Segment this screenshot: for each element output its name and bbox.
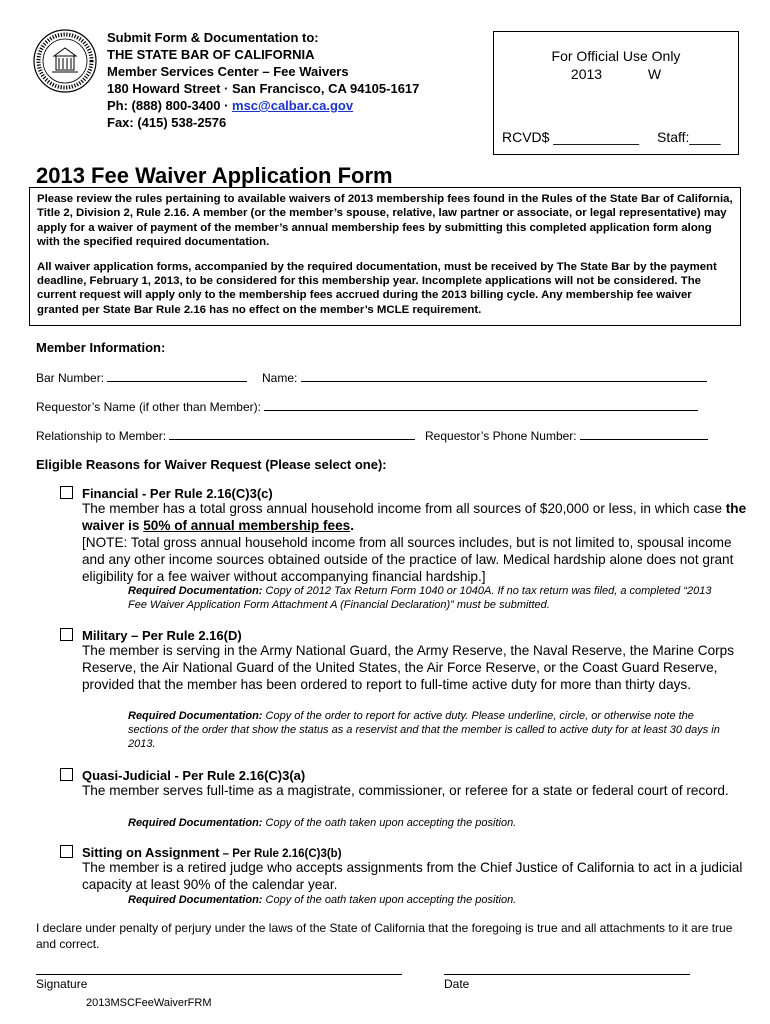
financial-waiver-text: the waiver is [82,501,747,533]
financial-checkbox[interactable] [60,486,73,499]
signature-input[interactable] [36,974,402,975]
financial-title: Financial - Per Rule 2.16(C)3(c) [82,486,273,501]
financial-description [82,501,747,586]
perjury-declaration: I declare under penalty of perjury under the laws of the State of California that the foregoing is true and all attachments to it are true and correct. [36,921,733,951]
staff-field: Staff:____ [657,129,721,145]
sitting-on-assignment-description [82,860,747,894]
financial-note: [NOTE: Total gross annual household income from all sources includes, but is not limited to, spousal income and any other income sources obtained outside of the practice of law. Medical hardship alone does not grant eligibility for a fee waiver without accompanying financial hardship.] [82,534,734,584]
submit-label: Submit Form & Documentation to: [107,30,319,45]
requestor-name-label: Requestor’s Name (if other than Member): [36,400,261,414]
signature-label: Signature [36,977,88,991]
name-label: Name: [262,371,298,385]
required-doc-text: Copy of the oath taken upon accepting the position. [262,817,517,829]
date-label: Date [444,977,470,991]
financial-body-text: The member has a total gross annual household income from all sources of $20,000 or less, in which case [82,501,726,516]
required-doc-label: Required Documentation: [128,817,263,829]
sitting-title-text: Sitting on Assignment [82,845,220,860]
quasi-judicial-required-docs [128,816,728,830]
relationship-input[interactable] [169,428,415,440]
financial-waiver-amount: 50% of annual membership fees [143,517,351,533]
required-doc-label: Required Documentation: [128,894,263,906]
required-doc-label: Required Documentation: [128,585,263,597]
required-doc-text: Copy of 2012 Tax Return Form 1040 or 1040A. If no tax return was filed, a completed “2013 Fee Waiver Application Form Attachment A (Financial Declaration)” must be submitted. [128,585,712,611]
quasi-judicial-checkbox[interactable] [60,768,73,781]
official-code: W [647,66,662,82]
bar-number-input[interactable] [107,370,247,382]
financial-required-docs [128,584,728,612]
required-doc-label: Required Documentation: [128,710,263,722]
rcvd-field: RCVD$ ___________ [502,129,639,145]
phone: Ph: (888) 800-3400 · [107,98,233,113]
official-use-label: For Official Use Only [551,48,681,64]
state-bar-seal-icon [32,28,98,94]
submit-to-block [107,29,419,131]
eligible-reasons-heading: Eligible Reasons for Waiver Request (Please select one): [36,457,387,472]
name-input[interactable] [301,370,707,382]
quasi-judicial-description [82,783,747,800]
requestor-phone-label: Requestor’s Phone Number: [425,429,577,443]
sitting-body-text: The member is a retired judge who accepts assignments from the Chief Justice of California to act in a judicial capacity at least 90% of the calendar year. [82,860,743,892]
fax: Fax: (415) 538-2576 [107,115,227,130]
deadline-paragraph: All waiver application forms, accompanied by the required documentation, must be received by The State Bar by the payment deadline, February 1, 2013, to be considered for this membership year. Incomplete applications will not be considered. The current request will apply only to the membership fees accrued during the 2013 billing cycle. Any membership fee waiver granted per State Bar Rule 2.16 has no effect on the member’s MCLE requirement. [37,260,717,316]
requestor-phone-row [425,428,708,443]
military-required-docs [128,709,728,751]
phone-line [107,97,419,114]
bar-number-label: Bar Number: [36,371,105,385]
name-row [262,370,707,385]
military-checkbox[interactable] [60,628,73,641]
official-year-row [494,66,738,82]
instructions-paragraph: Please review the rules pertaining to available waivers of 2013 membership fees found in the Rules of the State Bar of California, Title 2, Division 2, Rule 2.16. A member (or the member’s spouse, relative, law partner or associate, or legal representative) may apply for a waiver of payment of the member’s annual membership fees by submitting this completed application form along with the specified required documentation. [37,193,733,249]
sitting-on-assignment-title [82,845,342,860]
requestor-name-row [36,399,698,414]
bar-number-row [36,370,247,385]
relationship-label: Relationship to Member: [36,429,167,443]
address: 180 Howard Street · San Francisco, CA 94105-1617 [107,81,420,96]
date-input[interactable] [444,974,690,975]
sitting-on-assignment-checkbox[interactable] [60,845,73,858]
official-year: 2013 [570,66,603,82]
quasi-judicial-title: Quasi-Judicial - Per Rule 2.16(C)3(a) [82,768,306,783]
requestor-name-input[interactable] [264,399,698,411]
member-info-heading: Member Information: [36,340,166,355]
required-doc-text: Copy of the oath taken upon accepting the position. [262,894,517,906]
requestor-phone-input[interactable] [580,428,708,440]
military-title: Military – Per Rule 2.16(D) [82,628,242,643]
department: Member Services Center – Fee Waivers [107,64,349,79]
instructions-box [29,187,741,326]
military-description [82,643,747,694]
military-body-text: The member is serving in the Army National Guard, the Army Reserve, the Naval Reserve, the Marine Corps Reserve, the Air National Guard of the United States, the Air Force Reserve, or the Coast Guard Reserve, provided that the member has been ordered to report to full-time active duty for more than thirty days. [82,643,735,692]
sitting-required-docs [128,893,728,907]
quasi-judicial-body-text: The member serves full-time as a magistrate, commissioner, or referee for a state or federal court of record. [82,783,729,798]
form-code: 2013MSCFeeWaiverFRM [86,997,212,1009]
email-link[interactable]: msc@calbar.ca.gov [232,98,354,113]
relationship-row [36,428,415,443]
sitting-title-rule: – Per Rule 2.16(C)3(b) [219,848,342,860]
org-name: THE STATE BAR OF CALIFORNIA [107,47,315,62]
form-title: 2013 Fee Waiver Application Form [36,163,393,188]
required-doc-text: Copy of the order to report for active duty. Please underline, circle, or otherwise note the sections of the order that show the status as a reservist and that the member is called to active duty for at least 30 days in 2013. [128,710,720,750]
official-use-box [493,31,739,155]
financial-period: . [350,517,354,533]
